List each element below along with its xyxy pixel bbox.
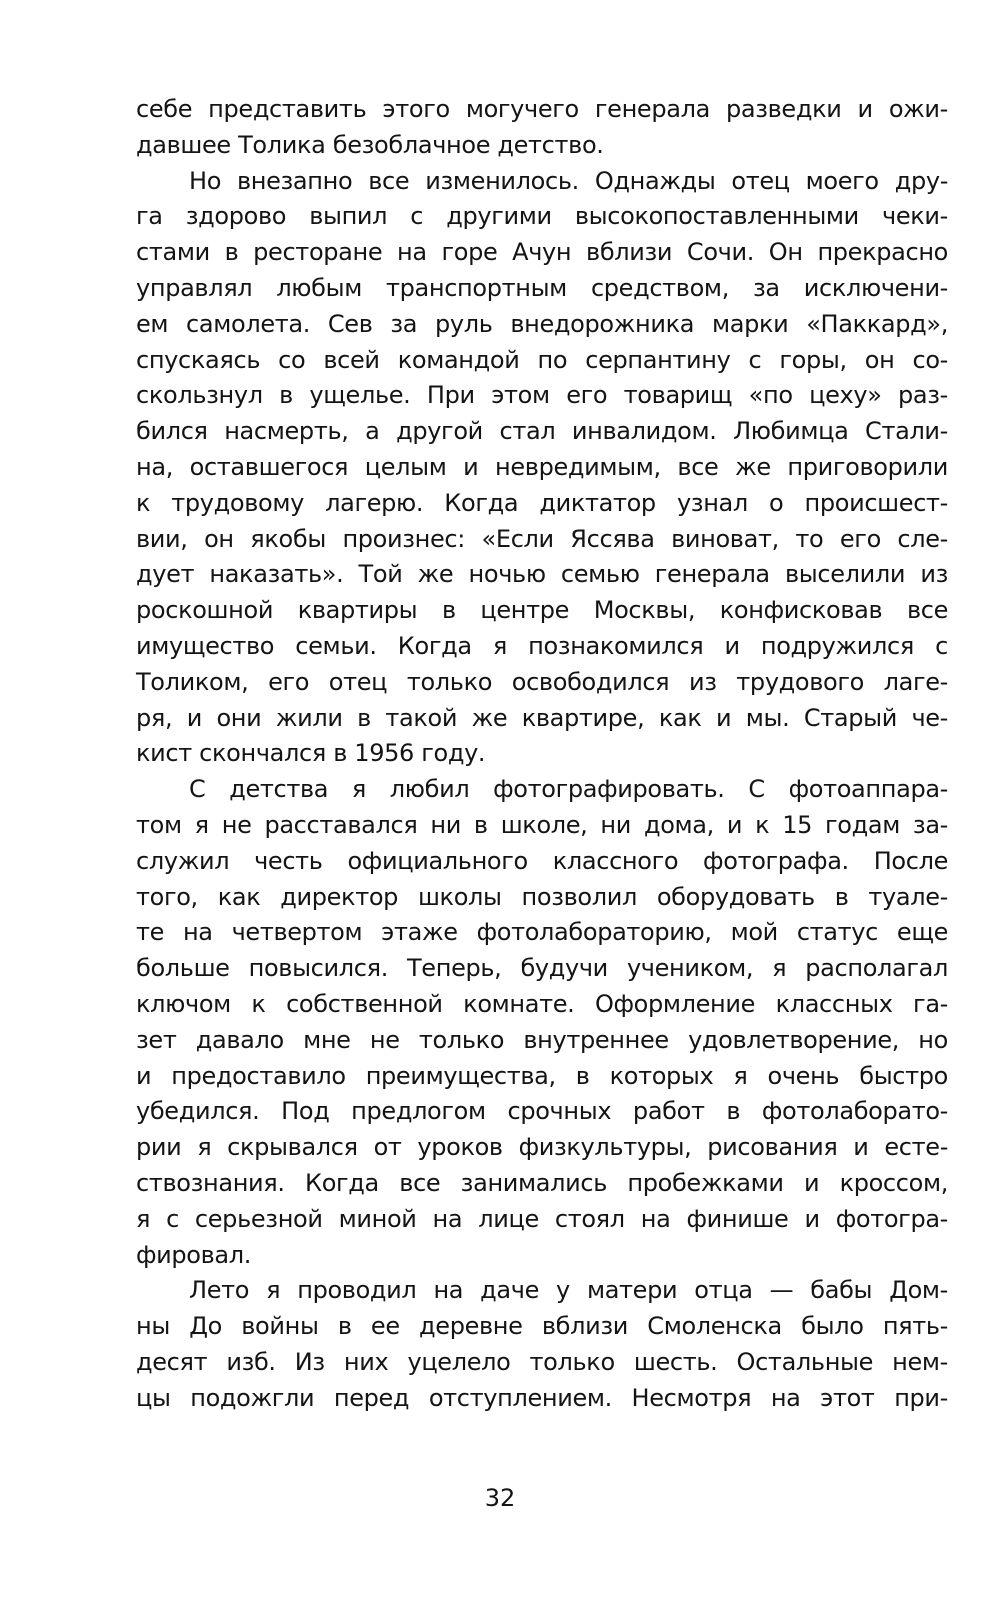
text-line: га здорово выпил с другими высокопоставленными чеки- bbox=[136, 202, 948, 231]
text-line: роскошной квартиры в центре Москвы, конфисковав все bbox=[136, 596, 948, 625]
text-line: Но внезапно все изменилось. Однажды отец моего дру- bbox=[189, 166, 948, 195]
text-line: С детства я любил фотографировать. С фотоаппара- bbox=[189, 775, 948, 804]
text-line: Лето я проводил на даче у матери отца — бабы Дом- bbox=[189, 1276, 948, 1305]
text-line: ствознания. Когда все занимались пробежками и кроссом, bbox=[136, 1168, 948, 1197]
text-line: и предоставило преимущества, в которых я очень быстро bbox=[136, 1061, 948, 1090]
text-line: больше повысился. Теперь, будучи учеником, я располагал bbox=[136, 954, 948, 983]
text-line: вии, он якобы произнес: «Если Яссява виноват, то его сле- bbox=[136, 524, 948, 553]
text-line: давшее Толика безоблачное детство. bbox=[136, 130, 604, 159]
text-line: том я не расставался ни в школе, ни дома, и к 15 годам за- bbox=[136, 810, 948, 839]
text-line: те на четвертом этаже фотолабораторию, мой статус еще bbox=[136, 918, 948, 947]
text-line: стами в ресторане на горе Ачун вблизи Сочи. Он прекрасно bbox=[136, 238, 948, 267]
text-line: имущество семьи. Когда я познакомился и подружился с bbox=[136, 631, 948, 660]
text-line: цы подожгли перед отступлением. Несмотря на этот при- bbox=[136, 1383, 948, 1412]
text-line: на, оставшегося целым и невредимым, все же приговорили bbox=[136, 452, 948, 481]
body-text bbox=[136, 92, 948, 1416]
text-line: дует наказать». Той же ночью семью генерала выселили из bbox=[136, 560, 948, 589]
text-line: фировал. bbox=[136, 1240, 252, 1269]
text-line: ны До войны в ее деревне вблизи Смоленска было пять- bbox=[136, 1312, 948, 1341]
text-line: к трудовому лагерю. Когда диктатор узнал о происшест- bbox=[136, 488, 948, 517]
text-line: кист скончался в 1956 году. bbox=[136, 739, 486, 768]
text-line: десят изб. Из них уцелело только шесть. Остальные нем- bbox=[136, 1347, 948, 1376]
text-line: Толиком, его отец только освободился из трудового лаге- bbox=[136, 667, 948, 696]
text-line: служил честь официального классного фотографа. После bbox=[136, 846, 948, 875]
text-line: скользнул в ущелье. При этом его товарищ «по цеху» раз- bbox=[136, 381, 948, 410]
text-line: ем самолета. Сев за руль внедорожника марки «Паккард», bbox=[136, 309, 948, 338]
text-line: рии я скрывался от уроков физкультуры, рисования и есте- bbox=[136, 1133, 948, 1162]
text-line: ключом к собственной комнате. Оформление классных га- bbox=[136, 989, 948, 1018]
text-line: бился насмерть, а другой стал инвалидом. Любимца Стали- bbox=[136, 417, 948, 446]
text-line: убедился. Под предлогом срочных работ в фотолаборато- bbox=[136, 1097, 948, 1126]
text-line: себе представить этого могучего генерала разведки и ожи- bbox=[136, 95, 948, 123]
text-line: я с серьезной миной на лице стоял на финише и фотогра- bbox=[136, 1204, 948, 1233]
text-line: зет давало мне не только внутреннее удовлетворение, но bbox=[136, 1025, 948, 1054]
page-number: 32 bbox=[484, 1484, 516, 1512]
text-line: спускаясь со всей командой по серпантину с горы, он со- bbox=[136, 345, 948, 374]
text-line: того, как директор школы позволил оборудовать в туале- bbox=[136, 882, 948, 911]
text-line: ря, и они жили в такой же квартире, как и мы. Старый че- bbox=[136, 703, 948, 732]
text-line: управлял любым транспортным средством, за исключени- bbox=[136, 273, 948, 302]
